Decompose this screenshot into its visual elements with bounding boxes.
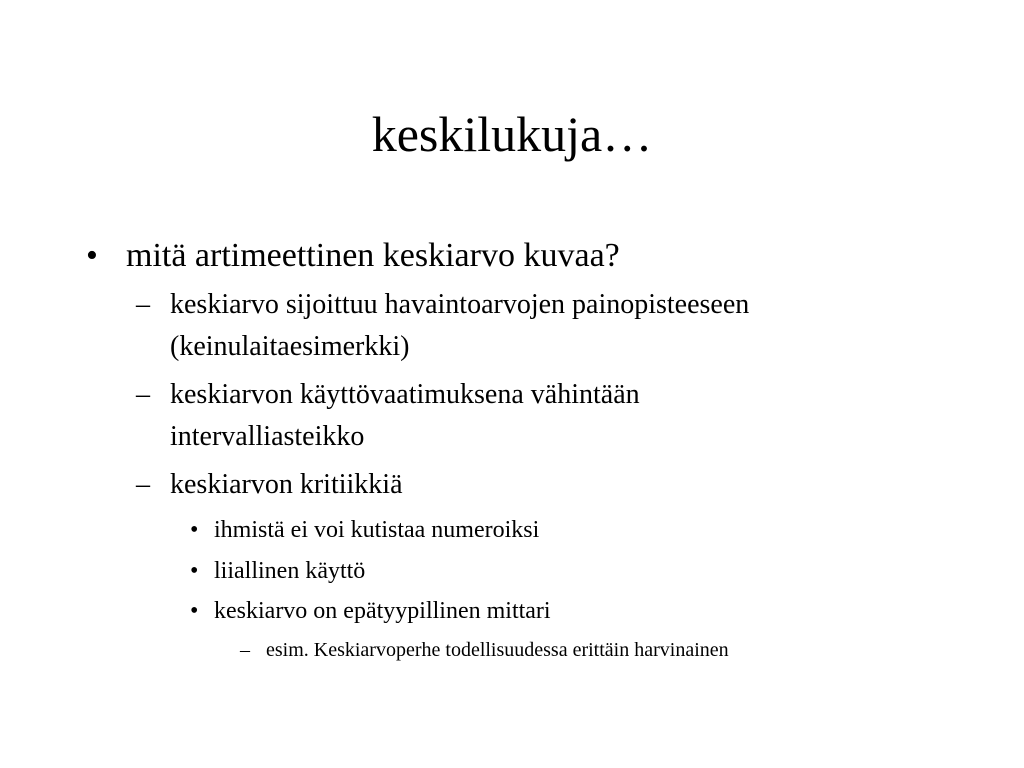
dash-marker-level4: – (240, 639, 250, 661)
dash-marker-level2: – (136, 379, 150, 410)
bullet-marker-level3: • (190, 558, 199, 584)
slide-title: keskilukuja… (371, 106, 653, 162)
bullet-text-level3: ihmistä ei voi kutistaa numeroiksi (214, 517, 540, 543)
bullet-text-level1: mitä artimeettinen keskiarvo kuvaa? (126, 237, 620, 274)
subitem-text-line1: keskiarvo sijoittuu havaintoarvojen painopisteeseen (170, 289, 750, 320)
dash-text-level4: esim. Keskiarvoperhe todellisuudessa erittäin harvinainen (266, 639, 729, 661)
bullet-text-level3: keskiarvo on epätyypillinen mittari (214, 598, 551, 624)
dash-marker-level2: – (136, 469, 150, 500)
subitem-text-line2: intervalliasteikko (170, 421, 365, 452)
bullet-marker-level3: • (190, 517, 199, 543)
subitem-text: keskiarvon kritiikkiä (170, 469, 403, 500)
bullet-text-level3: liiallinen käyttö (214, 558, 366, 584)
bullet-marker-level3: • (190, 598, 199, 624)
dash-marker-level2: – (136, 289, 150, 320)
bullet-marker-level1: • (86, 237, 98, 274)
subitem-text-line1: keskiarvon käyttövaatimuksena vähintään (170, 379, 640, 410)
subitem-text-line2: (keinulaitaesimerkki) (170, 331, 410, 362)
